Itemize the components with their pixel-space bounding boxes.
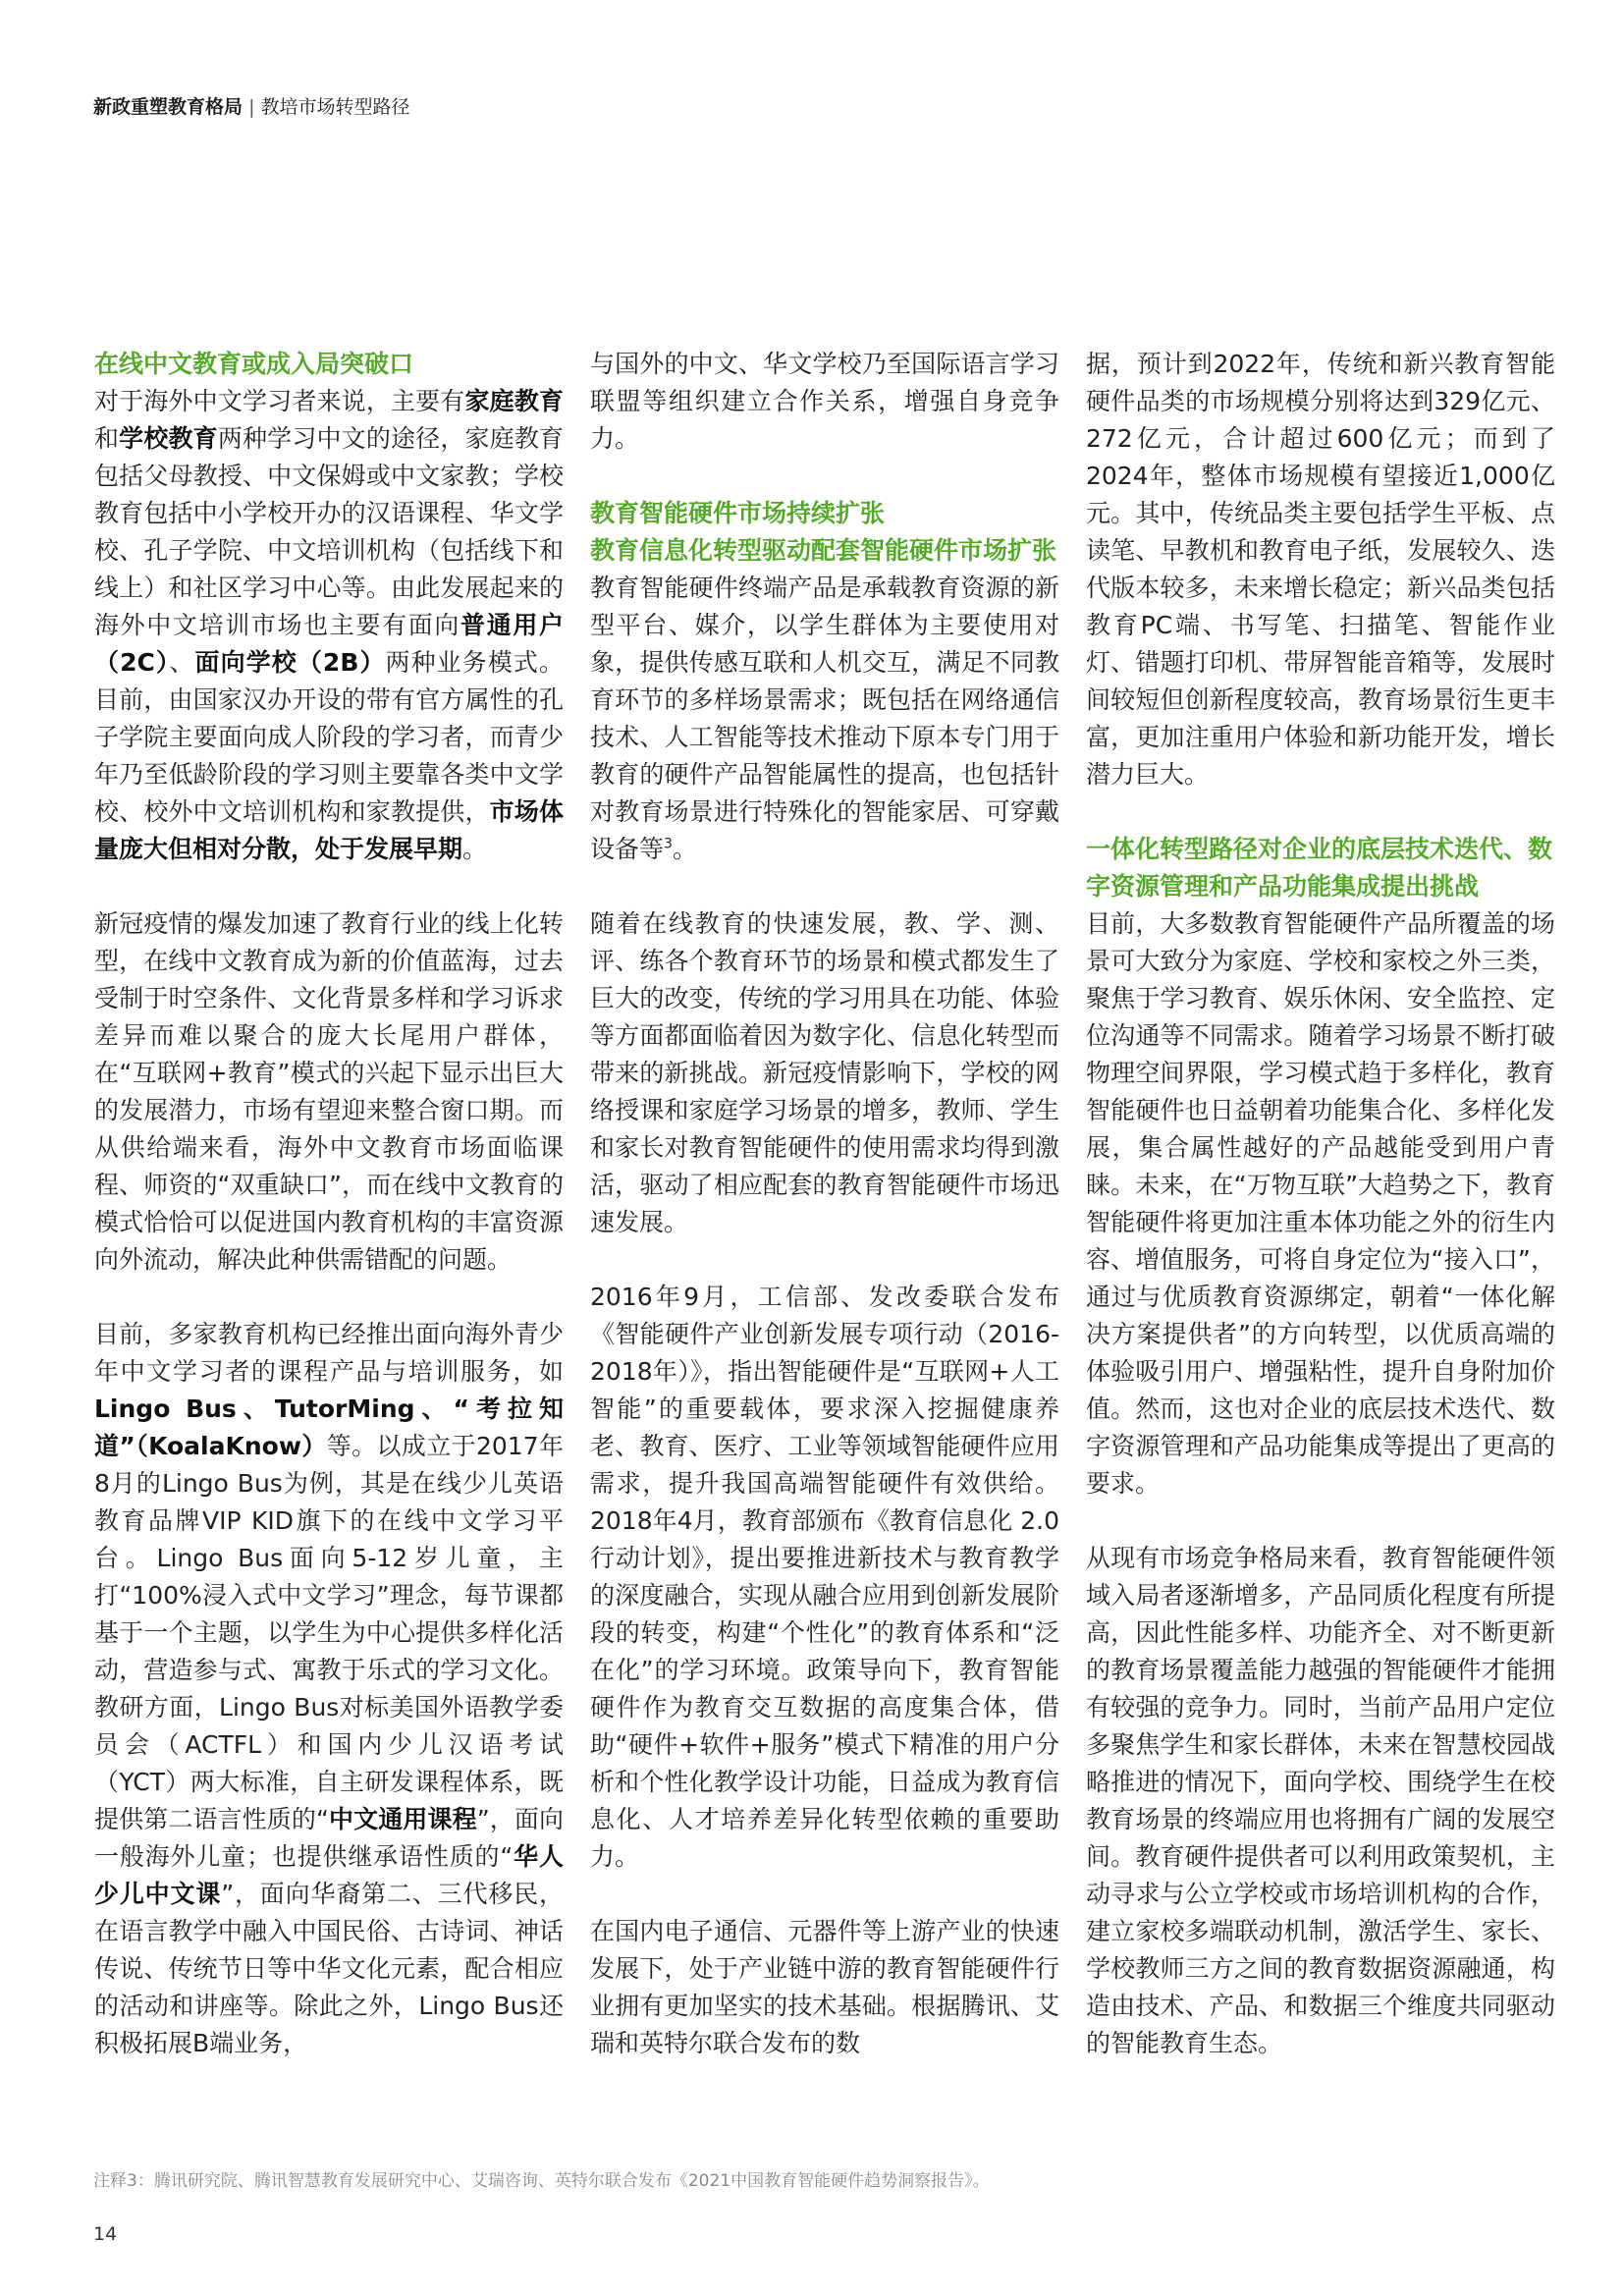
- text-run: 两种学习中文的途径，家庭教育包括父母教授、中文保姆或中文家教；学校教育包括中小学校开办的汉语课程、华文学校、孔子学院、中文培训机构（包括线下和线上）和社区学习中心等。由此发展起来的海外中文培训市场也主要有面向: [94, 424, 564, 639]
- header-subtitle: 教培市场转型路径: [260, 96, 410, 118]
- text-run: 。: [462, 835, 488, 863]
- bold-text: Lingo Bus、TutorMing、“考拉知道”（KoalaKnow）: [94, 1394, 564, 1460]
- bold-text: 华人少儿中文课: [94, 1842, 564, 1908]
- body-paragraph: 目前，大多数教育智能硬件产品所覆盖的场景可大致分为家庭、学校和家校之外三类，聚焦于学习教育、娱乐休闲、安全监控、定位沟通等不同需求。随着学习场景不断打破物理空间界限，学习模式趋于多样化，教育智能硬件也日益朝着功能集合化、多样化发展，集合属性越好的产品越能受到用户青睐。未来，在“万物互联”大趋势之下，教育智能硬件将更加注重本体功能之外的衍生内容、增值服务，可将自身定位为“接入口”，通过与优质教育资源绑定，朝着“一体化解决方案提供者”的方向转型，以优质高端的体验吸引用户、增强粘性，提升自身附加价值。然而，这也对企业的底层技术迭代、数字资源管理和产品功能集成等提出了更高的要求。: [1086, 909, 1555, 1498]
- body-paragraph: [94, 383, 564, 868]
- section-subheading: 教育信息化转型驱动配套智能硬件市场扩张: [590, 536, 1057, 565]
- text-run: 对于海外中文学习者来说，主要有: [94, 387, 465, 415]
- paragraph-end: 。: [672, 835, 697, 863]
- text-run: 等。以成立于2017年8月的Lingo Bus为例，其是在线少儿英语教育品牌VIP KID旗下的在线中文学习平台。Lingo Bus面向5-12岁儿童，主打“100%浸入式中文学习”理念，每节课都基于一个主题，以学生为中心提供多样化活动，营造参与式、寓教于乐式的学习文化。教研方面，Lingo Bus对标美国外语教学委员会（ACTFL）和国内少儿汉语考试（YCT）两大标准，自主研发课程体系，既提供第二语言性质的“: [94, 1432, 564, 1833]
- footnote-ref: 3: [664, 836, 673, 852]
- column-middle: [590, 346, 1059, 2062]
- bold-text: 中文通用课程: [328, 1805, 477, 1833]
- text-run: ”，面向华裔第二、三代移民，在语言教学中融入中国民俗、古诗词、神话传说、传统节日等中华文化元素，配合相应的活动和讲座等。除此之外，Lingo Bus还积极拓展B端业务，: [94, 1880, 564, 2057]
- page-number: 14: [93, 2223, 118, 2245]
- header-title: 新政重塑教育格局: [93, 96, 243, 118]
- text-run: 目前，多家教育机构已经推出面向海外青少年中文学习者的课程产品与培训服务，如: [94, 1320, 564, 1386]
- body-paragraph: [590, 570, 1059, 868]
- text-run: 、: [169, 648, 195, 677]
- body-paragraph: 从现有市场竞争格局来看，教育智能硬件领域入局者逐渐增多，产品同质化程度有所提高，因此性能多样、功能齐全、对不断更新的教育场景覆盖能力越强的智能硬件才能拥有较强的竞争力。同时，当前产品用户定位多聚焦学生和家长群体，未来在智慧校园战略推进的情况下，面向学校、围绕学生在校教育场景的终端应用也将拥有广阔的发展空间。教育硬件提供者可以利用政策契机，主动寻求与公立学校或市场培训机构的合作，建立家校多端联动机制，激活学生、家长、学校教师三方之间的教育数据资源融通，构造由技术、产品、和数据三个维度共同驱动的智能教育生态。: [1086, 1544, 1555, 2057]
- text-run: 两种业务模式。目前，由国家汉办开设的带有官方属性的孔子学院主要面向成人阶段的学习者，而青少年乃至低龄阶段的学习则主要靠各类中文学校、校外中文培训机构和家教提供，: [94, 648, 564, 826]
- body-paragraph: [94, 905, 564, 1279]
- paragraph-text: 教育智能硬件终端产品是承载教育资源的新型平台、媒介，以学生群体为主要使用对象，提供传感互联和人机交互，满足不同教育环节的多样场景需求；既包括在网络通信技术、人工智能等技术推动下原本专门用于教育的硬件产品智能属性的提高，也包括针对教育场景进行特殊化的智能家居、可穿戴设备等: [590, 574, 1059, 863]
- bold-text: 面向学校（2B）: [194, 648, 386, 677]
- text-run: 和: [94, 424, 120, 453]
- body-paragraph: 随着在线教育的快速发展，教、学、测、评、练各个教育环节的场景和模式都发生了巨大的改变，传统的学习用具在功能、体验等方面都面临着因为数字化、信息化转型而带来的新挑战。新冠疫情影响下，学校的网络授课和家庭学习场景的增多，教师、学生和家长对教育智能硬件的使用需求均得到激活，驱动了相应配套的教育智能硬件市场迅速发展。: [590, 909, 1059, 1236]
- body-paragraph: 在国内电子通信、元器件等上游产业的快速发展下，处于产业链中游的教育智能硬件行业拥有更加坚实的技术基础。根据腾讯、艾瑞和英特尔联合发布的数: [590, 1917, 1059, 2057]
- section-heading: 教育智能硬件市场持续扩张: [590, 499, 886, 527]
- section-heading: 在线中文教育或成入局突破口: [94, 350, 414, 378]
- bold-text: 普通用户（2C）: [94, 611, 564, 677]
- body-paragraph: 2016年9月，工信部、发改委联合发布《智能硬件产业创新发展专项行动（2016-2018年）》，指出智能硬件是“互联网+人工智能”的重要载体，要求深入挖掘健康养老、教育、医疗、工业等领域智能硬件应用需求，提升我国高端智能硬件有效供给。2018年4月，教育部颁布《教育信息化 2.0行动计划》，提出要推进新技术与教育教学的深度融合，实现从融合应用到创新发展阶段的转变，构建“个性化”的教育体系和“泛在化”的学习环境。政策导向下，教育智能硬件作为教育交互数据的高度集合体，借助“硬件+软件+服务”模式下精准的用户分析和个性化教学设计功能，日益成为教育信息化、人才培养差异化转型依赖的重要助力。: [590, 1283, 1059, 1871]
- body-paragraph: [94, 1316, 564, 2062]
- bold-text: 学校教育: [119, 424, 218, 453]
- footnote: 注释3：腾讯研究院、腾讯智慧教育发展研究中心、艾瑞咨询、英特尔联合发布《2021中国教育智能硬件趋势洞察报告》。: [93, 2171, 990, 2191]
- body-paragraph: 据，预计到2022年，传统和新兴教育智能硬件品类的市场规模分别将达到329亿元、272亿元，合计超过600亿元；而到了2024年，整体市场规模有望接近1,000亿元。其中，传统品类主要包括学生平板、点读笔、早教机和教育电子纸，发展较久、迭代版本较多，未来增长稳定；新兴品类包括教育PC端、书写笔、扫描笔、智能作业灯、错题打印机、带屏智能音箱等，发展时间较短但创新程度较高，教育场景衍生更丰富，更加注重用户体验和新功能开发，增长潜力巨大。: [1086, 350, 1555, 789]
- header-separator: |: [248, 96, 255, 118]
- column-right: [1086, 346, 1555, 2062]
- bold-text: 市场体量庞大但相对分散，处于发展早期: [94, 797, 564, 863]
- section-heading: 一体化转型路径对企业的底层技术迭代、数字资源管理和产品功能集成提出挑战: [1086, 835, 1553, 901]
- column-left: [94, 346, 564, 2062]
- page-header: [93, 92, 410, 119]
- bold-text: 家庭教育: [464, 387, 564, 415]
- text-run: ”，面向一般海外儿童；也提供继承语性质的“: [94, 1805, 564, 1871]
- text-run: 新冠疫情的爆发加速了教育行业的线上化转型，在线中文教育成为新的价值蓝海，过去受制于时空条件、文化背景多样和学习诉求差异而难以聚合的庞大长尾用户群体，在“互联网+教育”模式的兴起下显示出巨大的发展潜力，市场有望迎来整合窗口期。而从供给端来看，海外中文教育市场面临课程、师资的“双重缺口”，而在线中文教育的模式恰恰可以促进国内教育机构的丰富资源向外流动，解决此种供需错配的问题。: [94, 909, 564, 1274]
- body-paragraph: 与国外的中文、华文学校乃至国际语言学习联盟等组织建立合作关系，增强自身竞争力。: [590, 350, 1059, 453]
